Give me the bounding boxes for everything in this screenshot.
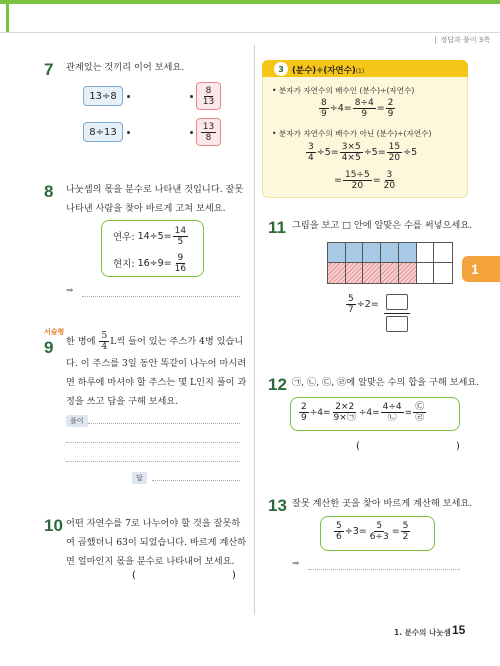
column-divider xyxy=(254,45,255,615)
q10-answer-field[interactable] xyxy=(140,570,228,584)
concept-example-2: $\frac{3}{4}$ ÷5= $\frac{3\times 5}{4\times 5}$ ÷5= $\frac{15}{20}$ ÷5 xyxy=(308,142,418,163)
chapter-tab[interactable]: 1 xyxy=(462,256,500,282)
q9-answer-line[interactable] xyxy=(152,480,240,481)
q8-answer-line[interactable] xyxy=(82,296,240,297)
q11-denominator-input[interactable] xyxy=(386,316,408,332)
question-8-number: 8 xyxy=(44,182,54,201)
question-12-text: ㉠, ㉡, ㉢, ㉣에 알맞은 수의 합을 구해 보세요. xyxy=(292,377,480,388)
header-divider xyxy=(0,32,500,33)
q7-right-dot-1[interactable] xyxy=(190,95,193,98)
question-7-number: 7 xyxy=(44,60,54,79)
q9-solution-line-2[interactable] xyxy=(66,442,240,443)
question-9-text-line3: 면 하루에 마셔야 할 주스는 몇 L인지 풀이 과 xyxy=(66,377,247,388)
concept-example-3: = $\frac{15\div 5}{20}$ = $\frac{3}{20}$ xyxy=(334,170,396,191)
concept-example-1: $\frac{8}{9}$ ÷4= $\frac{8\div 4}{9}$ = $\frac{2}{9}$ xyxy=(321,98,394,119)
concept-number: 3 xyxy=(274,62,288,76)
question-9-text-line2: 다. 이 주스를 3일 동안 똑같이 나누어 마시려 xyxy=(66,358,247,369)
q11-equation: $\frac{5}{7}$ ÷2= xyxy=(348,294,379,315)
q12-paren-open: ( xyxy=(356,441,360,452)
left-accent-line xyxy=(6,0,9,32)
question-8-text-line1: 나눗셈의 몫을 분수로 나타낸 것입니다. 잘못 xyxy=(66,184,244,195)
q13-equation: $\frac{5}{6}$ ÷3= $\frac{5}{6\div 3}$ = $\frac{5}{2}$ xyxy=(336,521,409,542)
q7-left-dot-2[interactable] xyxy=(127,131,130,134)
q8-row-hyunji: 현지: 16÷9= $\frac{9}{16}$ xyxy=(113,252,187,274)
fraction-area-model xyxy=(327,242,453,284)
question-8-text-line2: 나타낸 사람을 찾아 바르게 고쳐 보세요. xyxy=(66,203,226,214)
solution-label: 풀이 xyxy=(66,415,88,427)
arrow-icon: ➡ xyxy=(292,559,300,569)
concept-bullet-2: • 분자가 자연수의 배수가 아닌 (분수)÷(자연수) xyxy=(272,129,432,138)
q12-paren-close: ) xyxy=(456,441,460,452)
q8-row-yeonwoo: 연우: 14÷5= $\frac{14}{5}$ xyxy=(113,225,187,247)
top-accent-bar xyxy=(0,0,500,4)
q12-answer-field[interactable] xyxy=(364,441,452,455)
question-7-text: 관계있는 것끼리 이어 보세요. xyxy=(66,62,185,73)
q9-solution-line-1[interactable] xyxy=(88,423,240,424)
question-10-number: 10 xyxy=(44,516,63,535)
q9-solution-line-3[interactable] xyxy=(66,461,240,462)
question-10-text-line1: 어떤 자연수를 7로 나누어야 할 것을 잘못하 xyxy=(66,518,241,529)
q10-paren-close: ) xyxy=(232,570,236,581)
q7-right-item-1[interactable]: $\frac{8}{13}$ xyxy=(196,82,221,110)
question-11-text: 그림을 보고 □ 안에 알맞은 수를 써넣으세요. xyxy=(292,220,473,231)
question-13-number: 13 xyxy=(268,496,287,515)
answer-reference: 정답과 풀이 3쪽 xyxy=(440,36,490,44)
q7-left-item-1[interactable]: 13÷8 xyxy=(83,86,123,106)
q11-fraction-bar xyxy=(384,313,410,314)
q7-left-item-2[interactable]: 8÷13 xyxy=(83,122,123,142)
page-number: 15 xyxy=(452,623,466,637)
descriptive-tag: 서술형 xyxy=(44,328,65,336)
question-13-text: 잘못 계산한 곳을 찾아 바르게 계산해 보세요. xyxy=(292,498,473,509)
q11-numerator-input[interactable] xyxy=(386,294,408,310)
q7-right-dot-2[interactable] xyxy=(190,131,193,134)
question-12-number: 12 xyxy=(268,375,287,394)
q12-equation: $\frac{2}{9}$ ÷4= $\frac{2\times 2}{9\times㉠}$ ÷4= $\frac{4\div 4}{㉡}$ = $\frac{㉢}{㉣}$ xyxy=(301,402,425,423)
q10-paren-open: ( xyxy=(132,570,136,581)
question-11-number: 11 xyxy=(268,218,286,237)
question-9-number: 9 xyxy=(44,338,54,357)
q13-answer-line[interactable] xyxy=(308,569,460,570)
top-bar xyxy=(0,0,500,32)
question-10-text-line3: 면 얼마인지 몫을 분수로 나타내어 보세요. xyxy=(66,556,235,567)
question-9-text-line4: 정을 쓰고 답을 구해 보세요. xyxy=(66,396,179,407)
question-10-text-line2: 여 곱했더니 63이 되었습니다. 바르게 계산하 xyxy=(66,537,247,548)
question-9-text-line1: 한 병에 $\frac{5}{4}$ L씩 들어 있는 주스가 4병 있습니 xyxy=(66,330,244,352)
concept-bullet-1: • 분자가 자연수의 배수인 (분수)÷(자연수) xyxy=(272,86,415,95)
footer-chapter: 1. 분수의 나눗셈 xyxy=(394,628,451,637)
q7-left-dot-1[interactable] xyxy=(127,95,130,98)
q7-right-item-2[interactable]: $\frac{13}{8}$ xyxy=(196,118,221,146)
concept-title: (분수)÷(자연수)(1) xyxy=(292,66,365,76)
answer-label: 답 xyxy=(132,472,147,484)
arrow-icon: ➡ xyxy=(66,286,74,296)
